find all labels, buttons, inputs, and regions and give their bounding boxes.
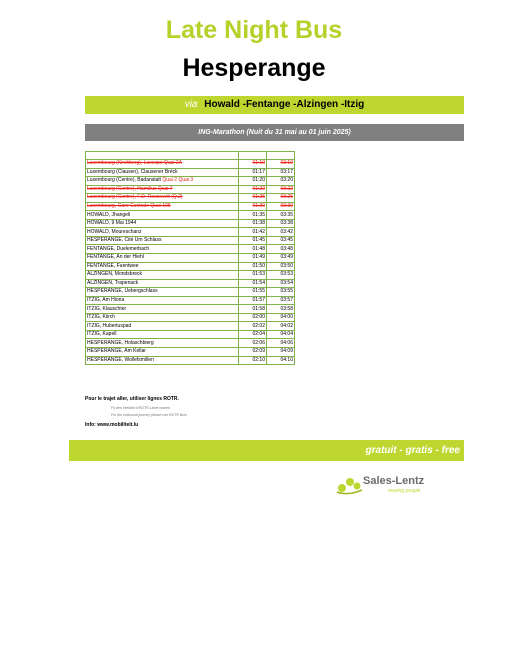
logo-tagline: moving people xyxy=(388,488,421,494)
table-row xyxy=(86,194,295,203)
stop-label: HOWALD, 9 Mai 1944 xyxy=(87,220,137,227)
event-bar: ING-Marathon (Nuit du 31 mai au 01 juin 2025) xyxy=(85,124,464,141)
stop-label: HESPERANGE, Wollefsmillen xyxy=(87,356,154,363)
departure-time: 01:30 xyxy=(239,202,267,211)
stop-label: HESPERANGE, Holaschbierg xyxy=(87,339,154,346)
departure-time: 01:20 xyxy=(239,177,267,186)
stop-name xyxy=(86,279,239,288)
stop-name xyxy=(86,185,239,194)
header-cell xyxy=(267,152,295,160)
table-row xyxy=(86,185,295,194)
departure-time: 04:09 xyxy=(267,348,295,357)
stop-label: ITZIG, Hubertuspad xyxy=(87,322,132,329)
departure-time: 02:02 xyxy=(239,322,267,331)
departure-time: 01:17 xyxy=(239,168,267,177)
free-bar: gratuit - gratis - free xyxy=(69,440,464,461)
stop-label: Luxembourg (Clausen), Clausener Bréck xyxy=(87,168,178,175)
stop-name xyxy=(86,305,239,314)
schedule-table xyxy=(85,151,295,365)
stop-name xyxy=(86,245,239,254)
stop-label: ITZIG, Kapell xyxy=(87,331,117,338)
table-row xyxy=(86,254,295,263)
departure-time: 04:00 xyxy=(267,313,295,322)
bus-dots-icon xyxy=(336,474,364,496)
table-row xyxy=(86,219,295,228)
logo-name: Sales-Lentz xyxy=(363,475,425,487)
departure-time: 02:10 xyxy=(239,356,267,365)
stop-label: HESPERANGE, Cité Um Schlass xyxy=(87,237,162,244)
departure-time: 01:54 xyxy=(239,279,267,288)
departure-time: 03:58 xyxy=(267,305,295,314)
stop-label: HESPERANGE, Am Kellar xyxy=(87,348,146,355)
route-label: Howald -Fentange -Alzingen -Itzig xyxy=(204,99,365,110)
stop-name xyxy=(86,330,239,339)
departure-time: 02:00 xyxy=(239,313,267,322)
table-row xyxy=(86,168,295,177)
table-row xyxy=(86,262,295,271)
table-row xyxy=(86,279,295,288)
table-row xyxy=(86,202,295,211)
stop-label: HOWALD, Jhangeli xyxy=(87,211,131,218)
stop-name xyxy=(86,262,239,271)
stop-quay-change: Quai 2 Quai 3 xyxy=(162,177,194,184)
stop-label: ITZIG, Klauschter xyxy=(87,305,127,312)
table-row xyxy=(86,313,295,322)
departure-time: 03:10 xyxy=(267,160,295,169)
departure-time: 01:58 xyxy=(239,305,267,314)
departure-time: 03:53 xyxy=(267,271,295,280)
departure-time: 01:22 xyxy=(239,185,267,194)
stop-label: FENTANGE, Fuentwee xyxy=(87,262,139,269)
stop-name xyxy=(86,160,239,169)
stop-name xyxy=(86,356,239,365)
departure-time: 01:49 xyxy=(239,254,267,263)
route-bar xyxy=(85,96,464,114)
departure-time: 03:20 xyxy=(267,177,295,186)
departure-time: 01:55 xyxy=(239,288,267,297)
stop-label: Luxembourg (Centre), Hamilius Quai 7 xyxy=(87,185,173,192)
header-cell xyxy=(239,152,267,160)
via-label: via xyxy=(184,99,198,110)
stop-name xyxy=(86,177,239,186)
stop-label: ITZIG, Kiirch xyxy=(87,314,116,321)
info-link[interactable]: Info: www.mobiliteit.lu xyxy=(85,422,139,428)
note-small-lb: Fir den Hiefahrt d'RGTR-Linne notzen xyxy=(111,406,170,410)
table-row xyxy=(86,211,295,220)
stop-label: ITZIG, Am Hiona xyxy=(87,297,125,304)
departure-time: 03:35 xyxy=(267,211,295,220)
departure-time: 01:42 xyxy=(239,228,267,237)
departure-time: 03:48 xyxy=(267,245,295,254)
stop-name xyxy=(86,313,239,322)
table-row xyxy=(86,339,295,348)
table-row xyxy=(86,356,295,365)
stop-name xyxy=(86,271,239,280)
departure-time: 03:49 xyxy=(267,254,295,263)
stop-label: FENTANGE, Duelemerbach xyxy=(87,245,150,252)
table-row xyxy=(86,177,295,186)
stop-label: Luxembourg (Kirchberg), Luxexpo Quai 2A xyxy=(87,160,183,167)
stop-label: Luxembourg, Gare Centrale Quai 105 xyxy=(87,203,171,209)
return-note: Pour le trajet aller, utiliser lignes ROTR. xyxy=(85,396,179,402)
departure-time: 01:57 xyxy=(239,296,267,305)
stop-name xyxy=(86,194,239,203)
departure-time: 01:50 xyxy=(239,262,267,271)
departure-time: 01:48 xyxy=(239,245,267,254)
table-row xyxy=(86,288,295,297)
stop-name xyxy=(86,168,239,177)
stop-name xyxy=(86,236,239,245)
stop-name xyxy=(86,339,239,348)
stop-label: ALZINGEN, Trapenack xyxy=(87,279,139,286)
table-row xyxy=(86,236,295,245)
stop-label: Luxembourg (Centre), Badanstalt xyxy=(87,177,161,184)
departure-time: 02:06 xyxy=(239,339,267,348)
departure-time: 03:50 xyxy=(267,262,295,271)
table-row xyxy=(86,160,295,169)
stop-label: ALZINGEN, Mondsbreck xyxy=(87,271,143,278)
departure-time: 03:17 xyxy=(267,168,295,177)
stop-name xyxy=(86,254,239,263)
departure-time: 01:35 xyxy=(239,211,267,220)
departure-time: 03:30 xyxy=(267,202,295,211)
stop-name xyxy=(86,228,239,237)
departure-time: 03:57 xyxy=(267,296,295,305)
departure-time: 03:42 xyxy=(267,228,295,237)
departure-time: 01:53 xyxy=(239,271,267,280)
departure-time: 04:10 xyxy=(267,356,295,365)
stop-name xyxy=(86,288,239,297)
stop-name xyxy=(86,322,239,331)
departure-time: 04:06 xyxy=(267,339,295,348)
departure-time: 01:45 xyxy=(239,236,267,245)
departure-time: 02:09 xyxy=(239,348,267,357)
stop-name xyxy=(86,348,239,357)
departure-time: 03:54 xyxy=(267,279,295,288)
schedule-header-row xyxy=(86,152,295,160)
stop-label: FENTANGE, An der Hiehl xyxy=(87,254,144,261)
town-title: Hesperange xyxy=(182,54,326,82)
stop-label: HOWALD, Moureschanz xyxy=(87,228,142,235)
stop-name xyxy=(86,202,239,211)
table-row xyxy=(86,296,295,305)
note-small-en: For the outbound journey please use RGTR lines xyxy=(111,413,188,417)
departure-time: 03:45 xyxy=(267,236,295,245)
departure-time: 01:10 xyxy=(239,160,267,169)
departure-time: 03:25 xyxy=(267,194,295,203)
departure-time: 03:55 xyxy=(267,288,295,297)
stop-label: HESPERANGE, Uebergschlass xyxy=(87,288,158,295)
departure-time: 01:25 xyxy=(239,194,267,203)
table-row xyxy=(86,322,295,331)
table-row xyxy=(86,228,295,237)
stop-label: Luxembourg (Centre), F.D. Roosevelt (Q.2) xyxy=(87,194,183,201)
table-row xyxy=(86,330,295,339)
departure-time: 01:38 xyxy=(239,219,267,228)
departure-time: 04:02 xyxy=(267,322,295,331)
table-row xyxy=(86,305,295,314)
table-row xyxy=(86,245,295,254)
page-title: Late Night Bus xyxy=(165,16,343,44)
departure-time: 03:22 xyxy=(267,185,295,194)
header-cell xyxy=(86,152,239,160)
table-row xyxy=(86,348,295,357)
table-row xyxy=(86,271,295,280)
departure-time: 02:04 xyxy=(239,330,267,339)
stop-name xyxy=(86,296,239,305)
departure-time: 04:04 xyxy=(267,330,295,339)
sales-lentz-logo xyxy=(336,474,446,496)
stop-name xyxy=(86,219,239,228)
stop-name xyxy=(86,211,239,220)
departure-time: 03:38 xyxy=(267,219,295,228)
